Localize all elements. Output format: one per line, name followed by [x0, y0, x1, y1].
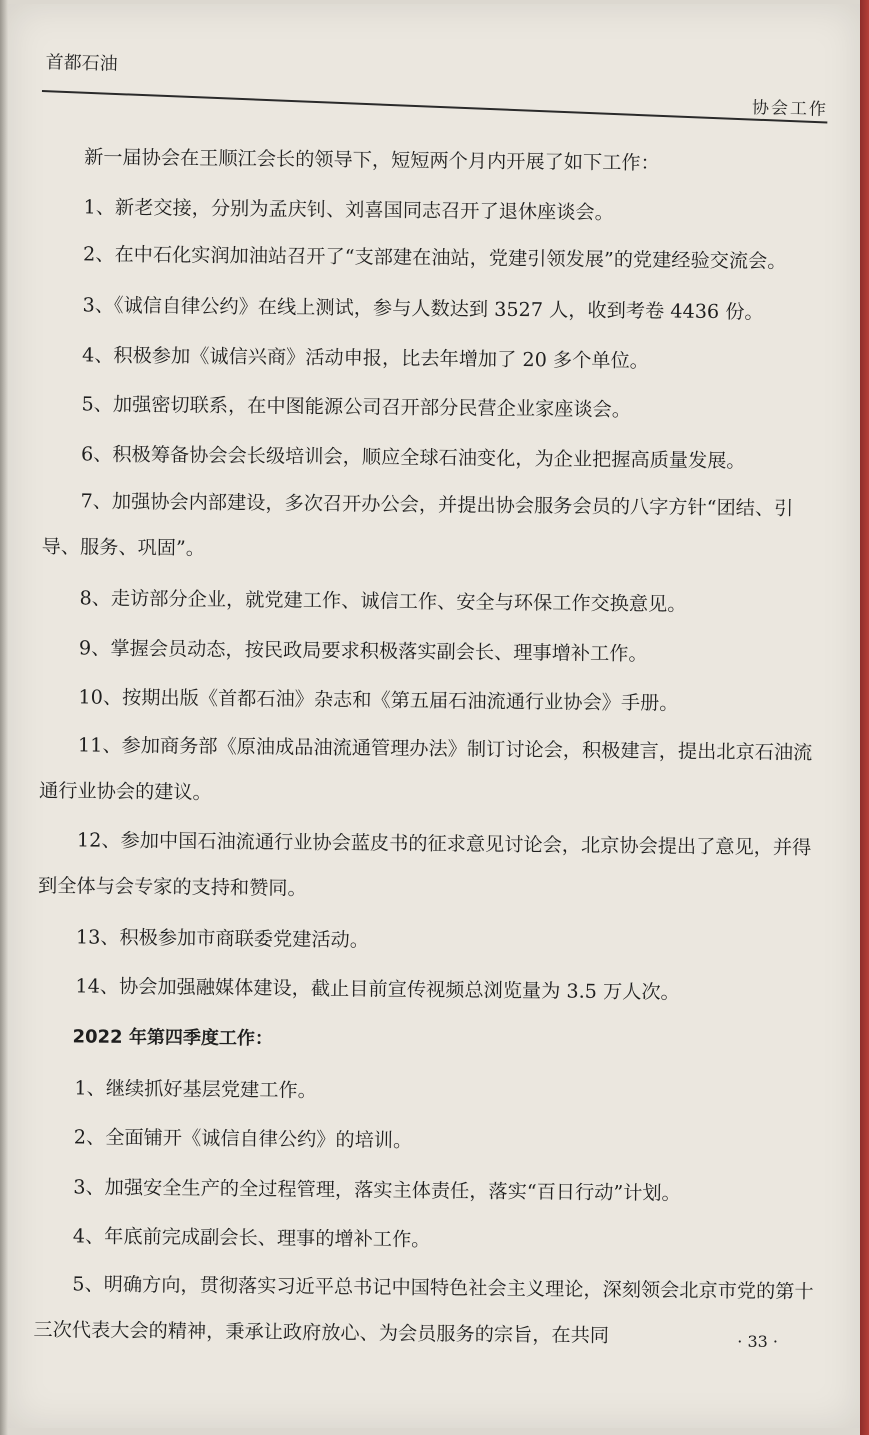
list-item: 10、按期出版《首都石油》杂志和《第五届石油流通行业协会》手册。	[78, 685, 679, 715]
list-item: 7、加强协会内部建设，多次召开办公会，并提出协会服务会员的八字方针“团结、引导、服务、巩固”。	[41, 489, 794, 560]
list-item: 2、在中石化实润加油站召开了“支部建在油站，党建引领发展”的党建经验交流会。	[82, 242, 787, 273]
q4-list-item: 3、加强安全生产的全过程管理，落实主体责任，落实“百日行动”计划。	[73, 1174, 681, 1205]
page-body	[33, 132, 826, 1361]
q4-list-item: 5、明确方向，贯彻落实习近平总书记中国特色社会主义理论，深刻领会北京市党的第十三次代表大会的精神，秉承让政府放心、为会员服务的宗旨，在共同	[33, 1271, 814, 1347]
list-item: 12、参加中国石油流通行业协会蓝皮书的征求意见讨论会，北京协会提出了意见，并得到全体与会专家的支持和赞同。	[37, 827, 812, 900]
section-title: 协会工作	[751, 98, 829, 120]
book-page	[8, 4, 860, 1428]
intro-paragraph: 新一届协会在王顺江会长的领导下，短短两个月内开展了如下工作：	[84, 145, 660, 175]
list-item: 6、积极筹备协会会长级培训会，顺应全球石油变化，为企业把握高质量发展。	[80, 441, 746, 472]
list-item: 5、加强密切联系，在中图能源公司召开部分民营企业家座谈会。	[81, 392, 632, 422]
header-rule	[42, 90, 827, 124]
q4-list-item: 4、年底前完成副会长、理事的增补工作。	[72, 1224, 431, 1252]
list-item: 14、协会加强融媒体建设，截止目前宣传视频总浏览量为 3.5 万人次。	[75, 974, 680, 1004]
list-item: 1、新老交接，分别为孟庆钊、刘喜国同志召开了退休座谈会。	[83, 194, 614, 224]
page-gutter-shadow	[0, 0, 8, 1435]
q4-list-item: 2、全面铺开《诚信自律公约》的培训。	[73, 1125, 413, 1152]
list-item: 4、积极参加《诚信兴商》活动申报，比去年增加了 20 多个单位。	[81, 342, 650, 372]
book-title: 首都石油	[45, 51, 118, 75]
list-item: 11、参加商务部《原油成品油流通管理办法》制订讨论会，积极建言，提出北京石油流通行业协会的建议。	[38, 732, 813, 804]
q4-list-item: 1、继续抓好基层党建工作。	[74, 1075, 317, 1102]
cover-edge	[860, 0, 869, 1435]
page-number: · 33 ·	[737, 1332, 778, 1351]
list-item: 13、积极参加市商联委党建活动。	[75, 924, 370, 951]
list-item: 3、《诚信自律公约》在线上测试，参与人数达到 3527 人，收到考卷 4436 份。	[82, 293, 764, 324]
list-item: 9、掌握会员动态，按民政局要求积极落实副会长、理事增补工作。	[78, 635, 648, 665]
section-heading: 2022 年第四季度工作：	[72, 1025, 274, 1049]
list-item: 8、走访部分企业，就党建工作、诚信工作、安全与环保工作交换意见。	[79, 586, 687, 616]
